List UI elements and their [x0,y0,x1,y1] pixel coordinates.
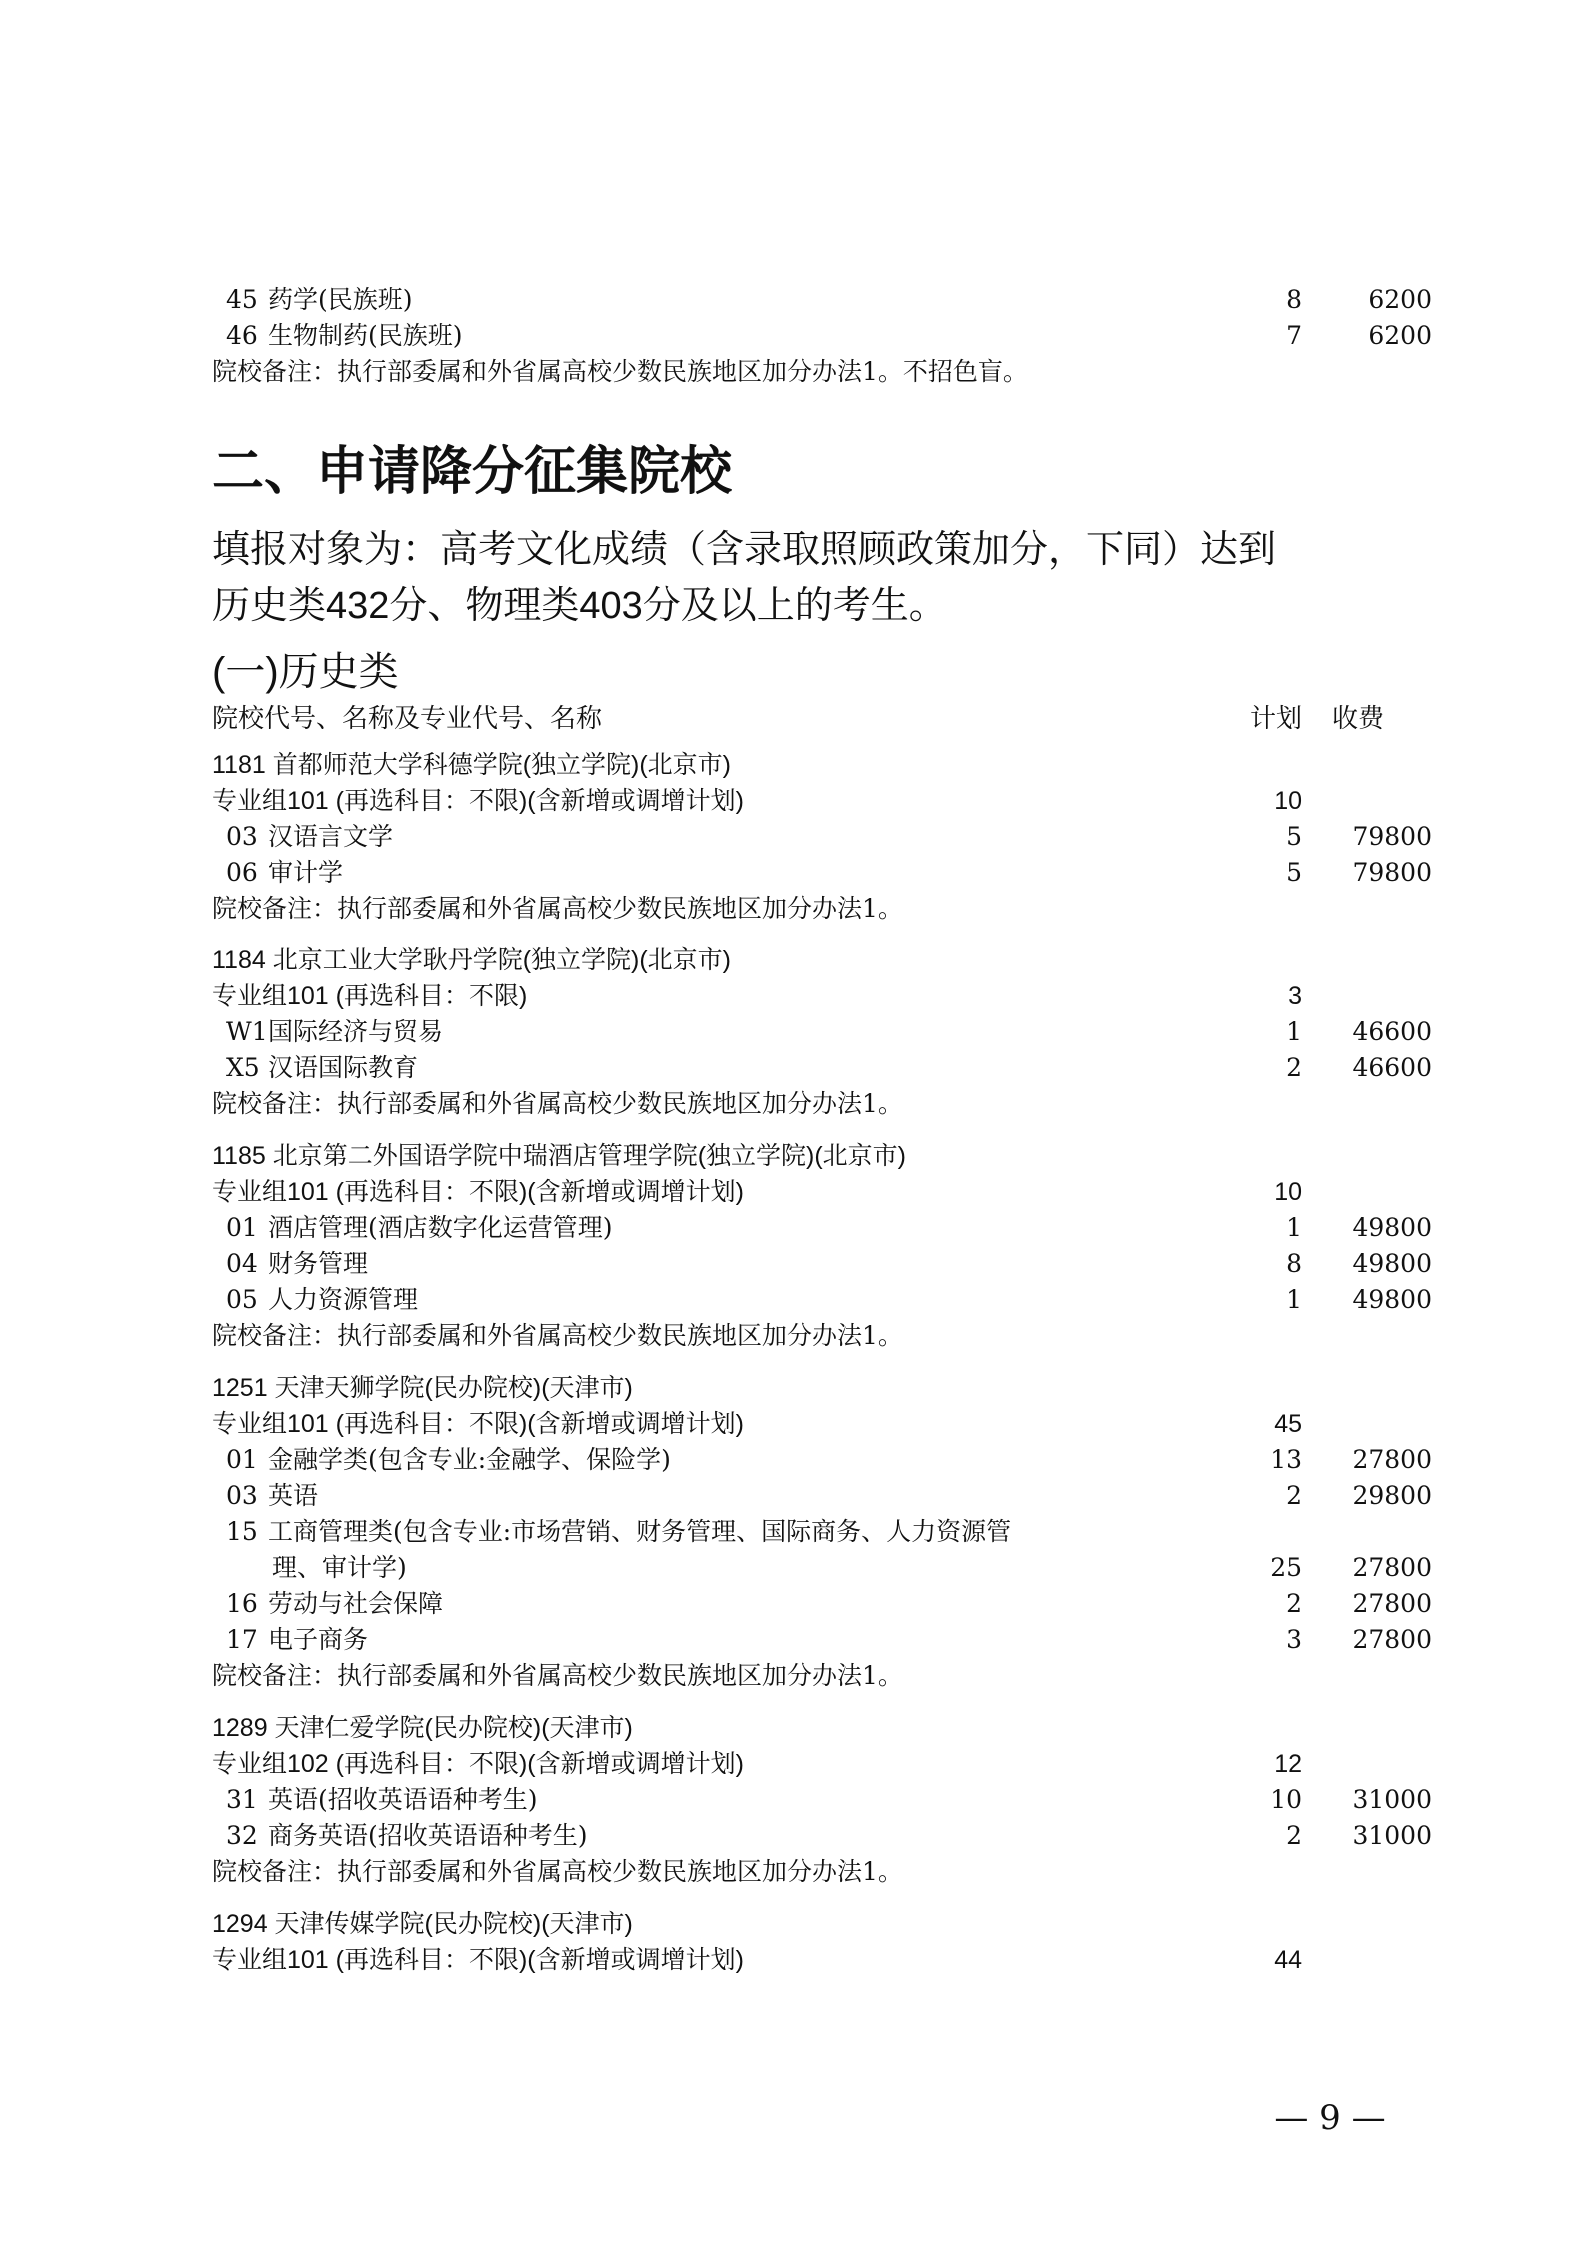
major-name-continued: 理、审计学) [272,1553,407,1582]
major-row [212,1478,1432,1514]
group-plan: 12 [1274,1750,1302,1778]
major-row [212,1050,1432,1086]
major-name: 工商管理类(包含专业:市场营销、财务管理、国际商务、人力资源管 [268,1517,1012,1546]
major-plan: 5 [1286,822,1302,851]
major-row [212,1818,1432,1854]
school-title-text: 1184 北京工业大学耿丹学院(独立学院)(北京市) [212,946,732,974]
major-code: 01 [226,1445,258,1474]
school-title [212,1138,1412,1174]
major-name: 英语 [268,1481,319,1510]
major-row [212,1514,1412,1550]
major-row [212,855,1432,891]
major-fee: 49800 [1352,1285,1432,1314]
major-group [212,1746,1412,1782]
major-group [212,1942,1412,1978]
remark-text: 院校备注：执行部委属和外省属高校少数民族地区加分办法1。 [212,1857,903,1886]
major-row [212,282,1432,318]
major-plan: 2 [1286,1821,1302,1850]
major-row [212,1782,1432,1818]
major-row [212,1210,1432,1246]
major-plan: 13 [1270,1445,1302,1474]
school-title [212,1906,1412,1942]
major-code: 03 [226,1481,258,1510]
major-row [212,819,1432,855]
column-fee: 收费 [1332,703,1385,733]
major-plan: 8 [1286,1249,1302,1278]
major-code: X5 [226,1053,260,1082]
school-title [212,1710,1412,1746]
major-code: 45 [226,285,258,314]
major-code: 15 [226,1517,258,1546]
group-plan: 45 [1274,1410,1302,1438]
group-plan: 10 [1274,787,1302,815]
major-plan: 1 [1286,1213,1302,1242]
major-plan: 1 [1286,1285,1302,1314]
school-title-text: 1294 天津传媒学院(民办院校)(天津市) [212,1910,633,1938]
group-text: 专业组101 (再选科目：不限)(含新增或调增计划) [212,787,744,815]
group-text: 专业组101 (再选科目：不限)(含新增或调增计划) [212,1410,744,1438]
major-code: 01 [226,1213,258,1242]
major-fee: 49800 [1352,1249,1432,1278]
group-text: 专业组102 (再选科目：不限)(含新增或调增计划) [212,1750,744,1778]
major-name: 酒店管理(酒店数字化运营管理) [268,1213,613,1242]
section-title: 二、申请降分征集院校 [212,443,733,501]
school-title-text: 1185 北京第二外国语学院中瑞酒店管理学院(独立学院)(北京市) [212,1142,907,1170]
school-remark [212,1658,1412,1694]
major-plan: 2 [1286,1589,1302,1618]
major-code: 31 [226,1785,258,1814]
remark-text: 院校备注：执行部委属和外省属高校少数民族地区加分办法1。 [212,894,903,923]
remark-text: 院校备注：执行部委属和外省属高校少数民族地区加分办法1。 [212,1089,903,1118]
major-fee: 27800 [1352,1589,1432,1618]
major-code: W1 [226,1017,268,1046]
major-name: 金融学类(包含专业:金融学、保险学) [268,1445,671,1474]
major-name: 人力资源管理 [268,1285,419,1314]
major-fee: 27800 [1352,1625,1432,1654]
major-code: 04 [226,1249,258,1278]
remark-text: 院校备注：执行部委属和外省属高校少数民族地区加分办法1。 [212,1321,903,1350]
major-group [212,978,1412,1014]
major-group [212,1406,1412,1442]
major-name: 英语(招收英语语种考生) [268,1785,538,1814]
major-fee: 46600 [1352,1017,1432,1046]
page-number: — 9 — [1274,2098,1386,2138]
major-plan: 10 [1270,1785,1302,1814]
school-remark [212,354,1412,390]
major-name: 审计学 [268,858,344,887]
school-title-text: 1251 天津天狮学院(民办院校)(天津市) [212,1374,633,1402]
major-code: 46 [226,321,258,350]
major-code: 05 [226,1285,258,1314]
major-fee: 6200 [1368,321,1432,350]
major-name: 药学(民族班) [268,285,413,314]
school-remark [212,1318,1412,1354]
school-remark [212,1854,1412,1890]
major-group [212,783,1412,819]
group-text: 专业组101 (再选科目：不限)(含新增或调增计划) [212,1946,744,1974]
major-plan: 25 [1270,1553,1302,1582]
major-name: 国际经济与贸易 [268,1017,444,1046]
major-plan: 5 [1286,858,1302,887]
major-group [212,1174,1412,1210]
major-plan: 2 [1286,1481,1302,1510]
group-plan: 44 [1274,1946,1302,1974]
intro-line-2: 历史类432分、物理类403分及以上的考生。 [212,585,947,627]
major-fee: 31000 [1352,1821,1432,1850]
major-plan: 8 [1286,285,1302,314]
major-fee: 46600 [1352,1053,1432,1082]
school-remark [212,891,1412,927]
major-fee: 49800 [1352,1213,1432,1242]
major-row [212,1622,1432,1658]
column-name: 院校代号、名称及专业代号、名称 [212,703,603,733]
major-fee: 31000 [1352,1785,1432,1814]
major-fee: 29800 [1352,1481,1432,1510]
major-row [212,1014,1432,1050]
major-plan: 1 [1286,1017,1302,1046]
major-plan: 2 [1286,1053,1302,1082]
school-title [212,747,1412,783]
subsection-title: (一)历史类 [212,650,399,694]
major-name: 财务管理 [268,1249,369,1278]
major-row [212,1586,1432,1622]
remark-text: 院校备注：执行部委属和外省属高校少数民族地区加分办法1。不招色盲。 [212,357,1028,386]
school-title [212,1370,1412,1406]
major-code: 16 [226,1589,258,1618]
school-remark [212,1086,1412,1122]
major-code: 03 [226,822,258,851]
major-fee: 27800 [1352,1445,1432,1474]
major-row [212,1442,1432,1478]
column-plan: 计划 [1249,703,1302,733]
major-name: 汉语言文学 [268,822,394,851]
school-title-text: 1181 首都师范大学科德学院(独立学院)(北京市) [212,751,732,779]
column-header [212,698,1412,738]
school-title [212,942,1412,978]
major-fee: 6200 [1368,285,1432,314]
major-row-continued [212,1550,1432,1586]
major-row [212,1246,1432,1282]
group-plan: 10 [1274,1178,1302,1206]
major-fee: 79800 [1352,822,1432,851]
group-text: 专业组101 (再选科目：不限)(含新增或调增计划) [212,1178,744,1206]
major-code: 17 [226,1625,258,1654]
major-name: 汉语国际教育 [268,1053,419,1082]
major-fee: 27800 [1352,1553,1432,1582]
major-plan: 3 [1286,1625,1302,1654]
intro-line-1: 填报对象为：高考文化成绩（含录取照顾政策加分，下同）达到 [212,529,1277,571]
major-name: 劳动与社会保障 [268,1589,444,1618]
major-row [212,1282,1432,1318]
major-name: 电子商务 [268,1625,369,1654]
major-name: 生物制药(民族班) [268,321,463,350]
major-plan: 7 [1286,321,1302,350]
major-fee: 79800 [1352,858,1432,887]
school-title-text: 1289 天津仁爱学院(民办院校)(天津市) [212,1714,633,1742]
group-text: 专业组101 (再选科目：不限) [212,982,528,1010]
major-row [212,318,1432,354]
major-code: 06 [226,858,258,887]
major-code: 32 [226,1821,258,1850]
group-plan: 3 [1288,982,1302,1010]
remark-text: 院校备注：执行部委属和外省属高校少数民族地区加分办法1。 [212,1661,903,1690]
major-name: 商务英语(招收英语语种考生) [268,1821,588,1850]
